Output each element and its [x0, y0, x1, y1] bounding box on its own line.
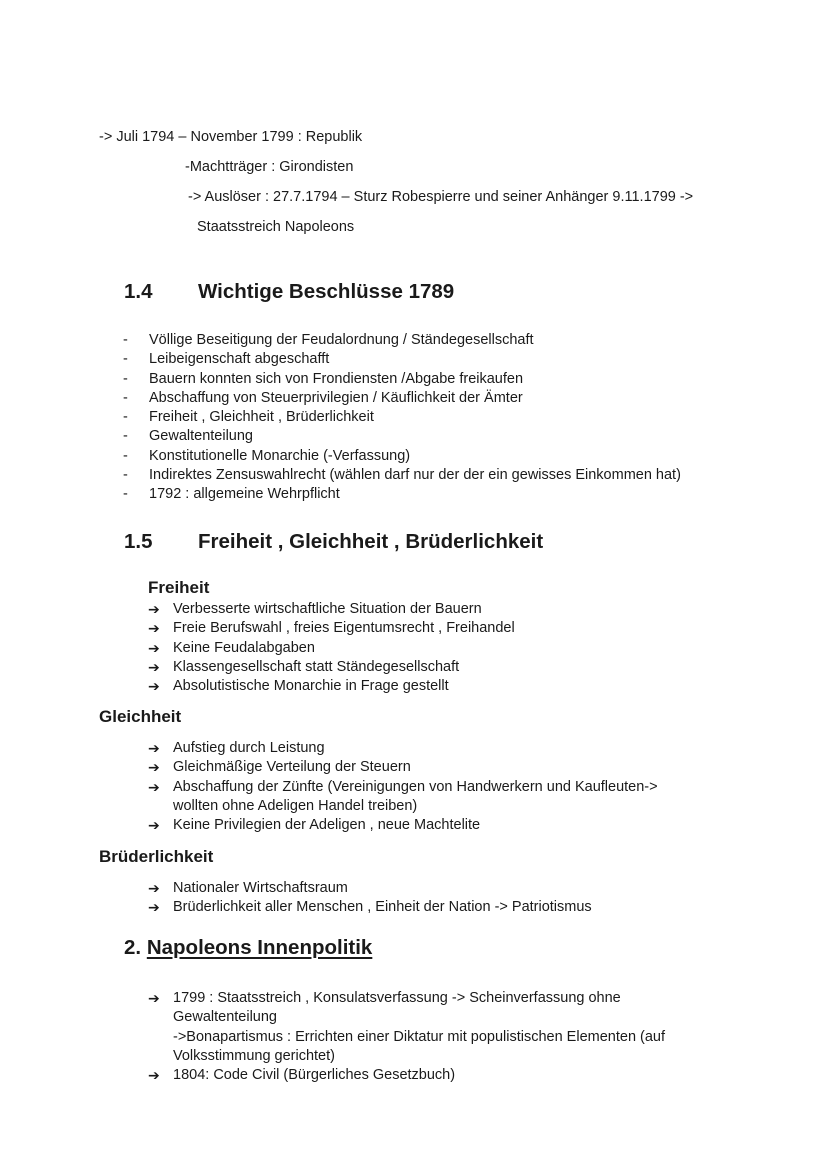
section-title: Napoleons Innenpolitik: [146, 936, 373, 959]
list-item: ➔ Gleichmäßige Verteilung der Steuern: [148, 758, 658, 777]
arrow-right-icon: ➔: [148, 778, 160, 795]
list-item: - Freiheit , Gleichheit , Brüderlichkeit: [123, 408, 681, 427]
arrow-right-icon: ➔: [148, 899, 160, 916]
innenpolitik-list: [148, 989, 665, 1085]
intro-line-staatsstreich: Staatsstreich Napoleons: [197, 219, 355, 235]
section-number: 2.: [124, 936, 142, 959]
section-number: 1.5: [124, 530, 153, 553]
list-item: ➔ Brüderlichkeit aller Menschen , Einheit der Nation -> Patriotismus: [148, 898, 592, 917]
arrow-right-icon: ➔: [148, 740, 160, 756]
list-item: ➔ Keine Privilegien der Adeligen , neue Machtelite: [148, 816, 658, 835]
arrow-right-icon: ➔: [148, 990, 160, 1006]
arrow-right-icon: ➔: [148, 620, 160, 637]
arrow-right-icon: ➔: [148, 678, 160, 695]
arrow-right-icon: ➔: [148, 639, 160, 656]
list-item: ➔ Klassengesellschaft statt Ständegesellschaft: [148, 658, 515, 677]
list-item: - Leibeigenschaft abgeschafft: [123, 350, 681, 369]
list-item: - Abschaffung von Steuerprivilegien / Käuflichkeit der Ämter: [123, 389, 681, 408]
dash-bullet: -: [123, 467, 128, 484]
dash-bullet: -: [123, 389, 128, 406]
arrow-right-icon: ➔: [148, 601, 160, 617]
list-item: ➔ Freie Berufswahl , freies Eigentumsrecht , Freihandel: [148, 619, 515, 638]
heading-section-2: [124, 936, 372, 960]
list-item: - Völlige Beseitigung der Feudalordnung / Ständegesellschaft: [123, 331, 681, 350]
subheading-freiheit: Freiheit: [148, 578, 210, 597]
beschluesse-list: [123, 331, 681, 505]
list-item: - Indirektes Zensuswahlrecht (wählen darf nur der der ein gewisses Einkommen hat): [123, 466, 681, 485]
dash-bullet: -: [123, 428, 128, 445]
bruederlichkeit-list: [148, 879, 592, 918]
list-item: - Bauern konnten sich von Frondiensten /Abgabe freikaufen: [123, 370, 681, 389]
dash-bullet: -: [123, 370, 128, 387]
list-item: - Gewaltenteilung: [123, 427, 681, 446]
subheading-bruederlichkeit: Brüderlichkeit: [99, 847, 214, 866]
arrow-right-icon: ➔: [148, 880, 160, 896]
list-item: ➔ Nationaler Wirtschaftsraum: [148, 879, 592, 898]
list-item: ➔ Verbesserte wirtschaftliche Situation der Bauern: [148, 600, 515, 619]
arrow-right-icon: ➔: [148, 759, 160, 776]
intro-line-machttraeger: -Machtträger : Girondisten: [185, 159, 354, 175]
section-title: Wichtige Beschlüsse 1789: [198, 280, 455, 303]
intro-line-ausloeser: -> Auslöser : 27.7.1794 – Sturz Robespierre und seiner Anhänger 9.11.1799 ->: [188, 189, 694, 205]
dash-bullet: -: [123, 332, 128, 348]
subheading-gleichheit: Gleichheit: [99, 707, 182, 726]
list-item: ➔ Absolutistische Monarchie in Frage gestellt: [148, 677, 515, 696]
list-item: ➔ 1799 : Staatsstreich , Konsulatsverfassung -> Scheinverfassung ohne Gewaltenteilung ->Bonapartismus : Errichten einer Diktatur mit populistischen Elementen (auf Volksstimmung gerichtet): [148, 990, 666, 1064]
section-title: Freiheit , Gleichheit , Brüderlichkeit: [198, 530, 544, 553]
dash-bullet: -: [123, 447, 128, 464]
gleichheit-list: [148, 739, 658, 835]
dash-bullet: -: [123, 409, 128, 426]
intro-line-republik: -> Juli 1794 – November 1799 : Republik: [99, 129, 363, 145]
arrow-right-icon: ➔: [148, 658, 160, 675]
list-item: ➔ Abschaffung der Zünfte (Vereinigungen von Handwerkern und Kaufleuten-> wollten ohne Adeligen Handel treiben): [148, 778, 658, 814]
dash-bullet: -: [123, 351, 128, 368]
list-item: ➔ 1804: Code Civil (Bürgerliches Gesetzbuch): [148, 1066, 665, 1085]
list-item: ➔ Aufstieg durch Leistung: [148, 739, 658, 758]
list-item: ➔ Keine Feudalabgaben: [148, 639, 515, 658]
list-item: - Konstitutionelle Monarchie (-Verfassung): [123, 447, 681, 466]
dash-bullet: -: [123, 486, 128, 503]
arrow-right-icon: ➔: [148, 817, 160, 834]
section-number: 1.4: [124, 280, 153, 303]
freiheit-list: [148, 600, 515, 696]
list-item: - 1792 : allgemeine Wehrpflicht: [123, 485, 681, 504]
arrow-right-icon: ➔: [148, 1067, 160, 1084]
